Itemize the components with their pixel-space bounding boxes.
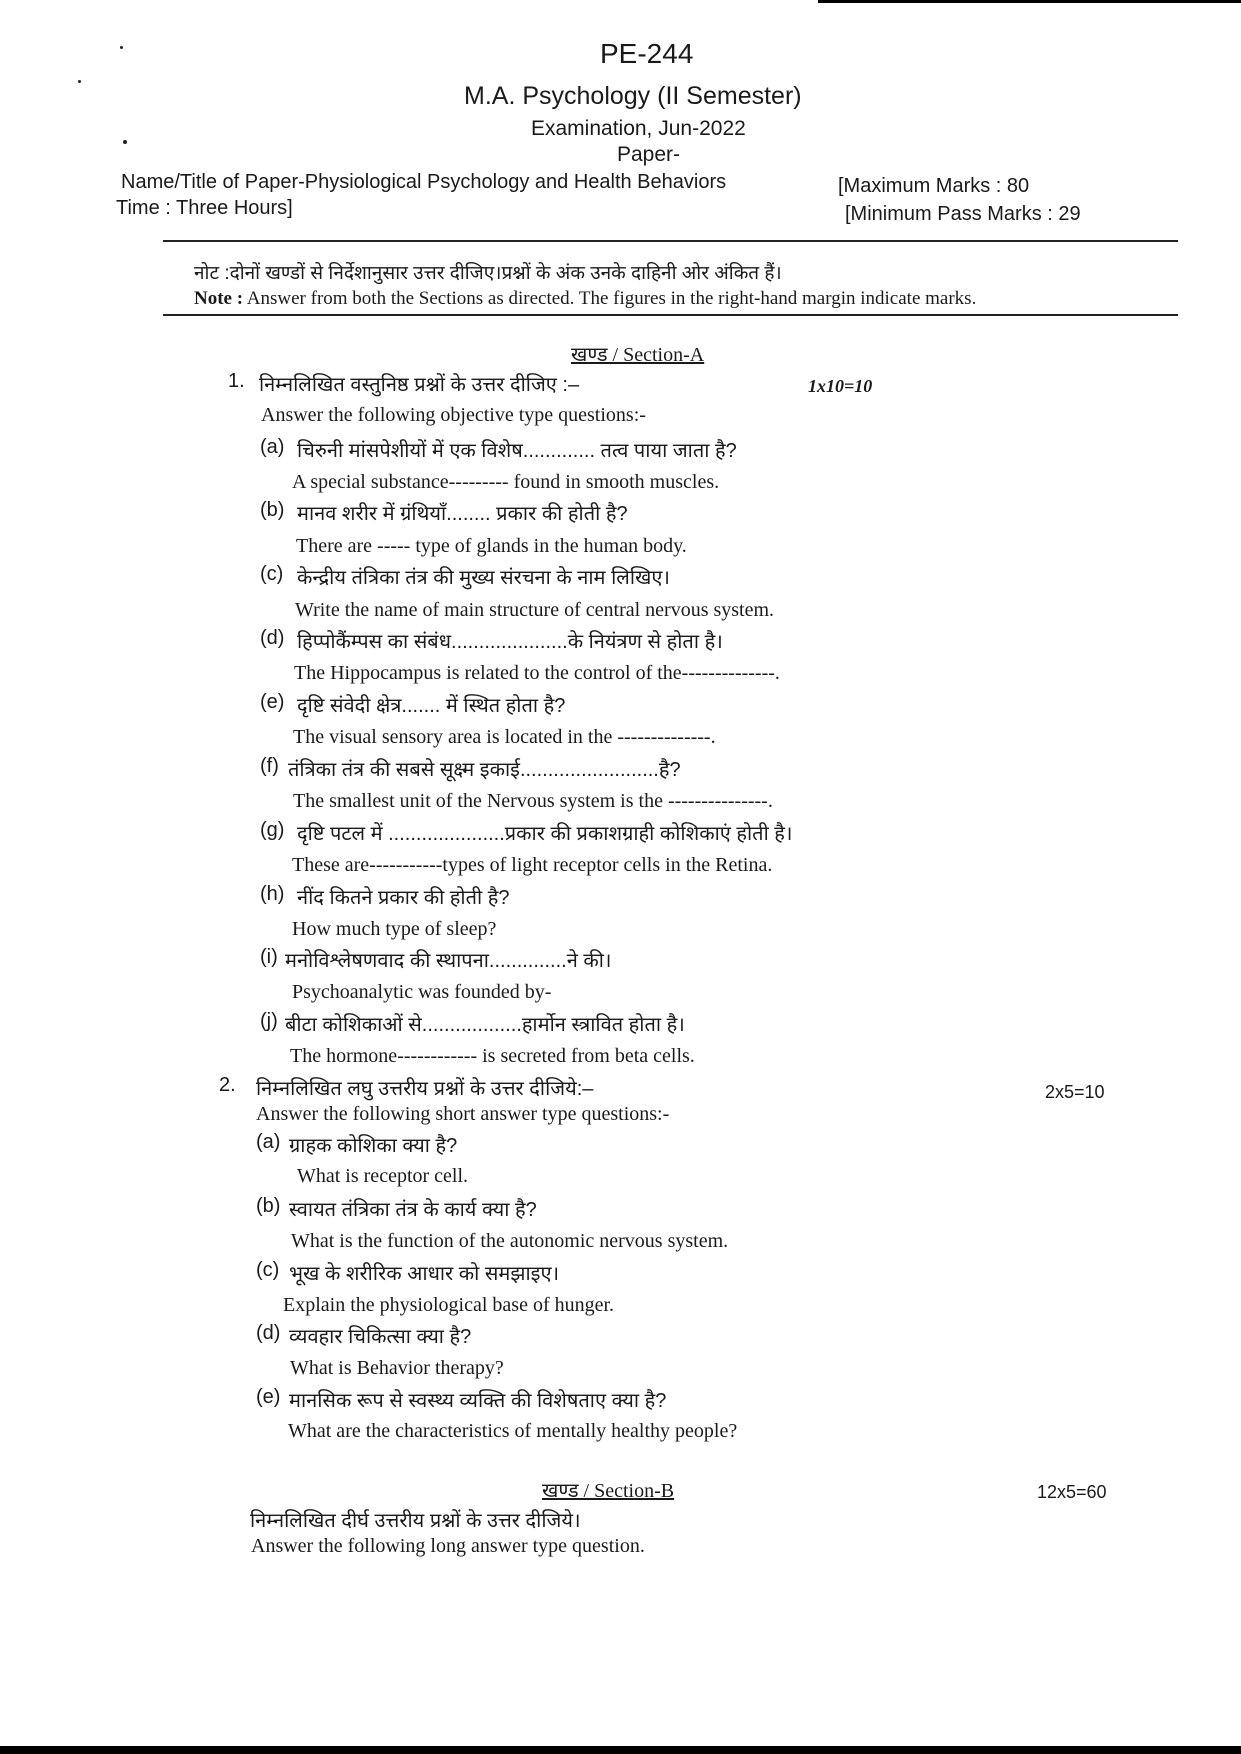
q1c-label: (c) [260,563,284,585]
q2b-english: What is the function of the autonomic nervous system. [291,1230,729,1252]
paper-code: PE-244 [600,38,694,69]
q1b-label: (b) [260,499,285,521]
q1i-label: (i) [260,946,278,968]
top-scan-edge [818,0,1241,3]
q2c-label: (c) [256,1259,280,1281]
q2d-hindi: व्यवहार चिकित्सा क्या है? [289,1326,472,1348]
q1f-hindi: तंत्रिका तंत्र की सबसे सूक्ष्म इकाई.........................है? [288,759,681,781]
q1g-english: These are-----------types of light receptor cells in the Retina. [292,854,773,876]
q2a-label: (a) [256,1131,281,1153]
q2-hindi: निम्नलिखित लघु उत्तरीय प्रश्नों के उत्तर दीजिये:– [256,1078,594,1100]
q1a-hindi: चिरुनी मांसपेशीयों में एक विशेष............. तत्व पाया जाता है? [297,440,737,462]
q2-marks: 2x5=10 [1045,1082,1105,1102]
q1h-label: (h) [260,883,285,905]
q1b-english: There are ----- type of glands in the human body. [296,535,687,557]
exam-session: Examination, Jun-2022 [531,117,746,140]
q1-marks: 1x10=10 [808,376,873,396]
section-a-heading: खण्ड / Section-A [571,344,705,366]
q1d-label: (d) [260,627,285,649]
bottom-scan-edge [0,1746,1241,1754]
note-hindi: नोट :दोनों खण्डों से निर्देशानुसार उत्तर दीजिए।प्रश्नों के अंक उनके दाहिनी ओर अंकित हैं। [194,263,782,284]
q2-number: 2. [219,1074,236,1096]
q1e-label: (e) [260,691,285,713]
q1h-english: How much type of sleep? [292,918,497,940]
q2e-label: (e) [256,1386,281,1408]
course-title: M.A. Psychology (II Semester) [464,82,802,110]
paper-label: Paper- [617,143,681,166]
q1j-hindi: बीटा कोशिकाओं से..................हार्मोन स्त्रावित होता है। [285,1014,685,1036]
q2d-english: What is Behavior therapy? [290,1357,504,1379]
q2a-english: What is receptor cell. [297,1165,469,1187]
q1-number: 1. [228,370,245,392]
q1-hindi: निम्नलिखित वस्तुनिष्ठ प्रश्नों के उत्तर दीजिए :– [259,374,580,396]
section-b-marks: 12x5=60 [1037,1482,1107,1502]
q2a-hindi: ग्राहक कोशिका क्या है? [289,1135,458,1157]
scan-speck [123,140,127,144]
time-allowed: Time : Three Hours] [116,197,293,219]
note-label: Note : [194,288,244,309]
q1j-label: (j) [260,1010,278,1032]
q2e-hindi: मानसिक रूप से स्वस्थ्य व्यक्ति की विशेषताए क्या है? [289,1390,667,1412]
q2e-english: What are the characteristics of mentally healthy people? [288,1420,738,1442]
q1c-english: Write the name of main structure of central nervous system. [295,599,775,621]
note-text: Answer from both the Sections as directed. The figures in the right-hand margin indicate marks. [243,288,977,309]
scan-speck [120,46,123,49]
q1e-hindi: दृष्टि संवेदी क्षेत्र....... में स्थित होता है? [297,695,566,717]
q1h-hindi: नींद कितने प्रकार की होती है? [297,887,510,909]
q1a-english: A special substance--------- found in smooth muscles. [292,471,720,493]
q1g-hindi: दृष्टि पटल में .....................प्रकार की प्रकाशग्राही कोशिकाएं होती है। [297,823,793,845]
q2c-english: Explain the physiological base of hunger. [283,1294,615,1316]
minimum-marks: [Minimum Pass Marks : 29 [845,203,1081,225]
section-b-heading: खण्ड / Section-B [542,1480,675,1502]
maximum-marks: [Maximum Marks : 80 [838,175,1030,197]
section-b-hindi: निम्नलिखित दीर्घ उत्तरीय प्रश्नों के उत्तर दीजिये। [250,1510,581,1532]
q2b-label: (b) [256,1195,281,1217]
note-divider [163,314,1178,316]
q1i-hindi: मनोविश्लेषणवाद की स्थापना..............ने की। [285,950,612,972]
q1b-hindi: मानव शरीर में ग्रंथियाँ........ प्रकार की होती है? [297,503,628,525]
q2-english: Answer the following short answer type questions:- [256,1103,670,1125]
header-divider [163,240,1178,242]
q1i-english: Psychoanalytic was founded by- [292,981,552,1003]
note-english [194,288,976,310]
q1f-english: The smallest unit of the Nervous system is the ---------------. [293,790,773,812]
q1-english: Answer the following objective type questions:- [261,404,646,426]
q1e-english: The visual sensory area is located in the --------------. [293,726,716,748]
q1d-hindi: हिप्पोकैंम्पस का संबंध.....................के नियंत्रण से होता है। [297,631,723,653]
q1d-english: The Hippocampus is related to the control of the--------------. [294,662,780,684]
q2c-hindi: भूख के शरीरिक आधार को समझाइए। [289,1263,560,1285]
q1j-english: The hormone------------ is secreted from beta cells. [290,1045,695,1067]
q2d-label: (d) [256,1322,281,1344]
scan-speck [78,80,81,83]
q1c-hindi: केन्द्रीय तंत्रिका तंत्र की मुख्य संरचना के नाम लिखिए। [297,567,670,589]
section-b-english: Answer the following long answer type question. [251,1535,645,1557]
q2b-hindi: स्वायत तंत्रिका तंत्र के कार्य क्या है? [289,1199,537,1221]
paper-title: Name/Title of Paper-Physiological Psychology and Health Behaviors [121,171,727,193]
q1a-label: (a) [260,436,285,458]
q1f-label: (f) [260,755,279,777]
q1g-label: (g) [260,819,285,841]
